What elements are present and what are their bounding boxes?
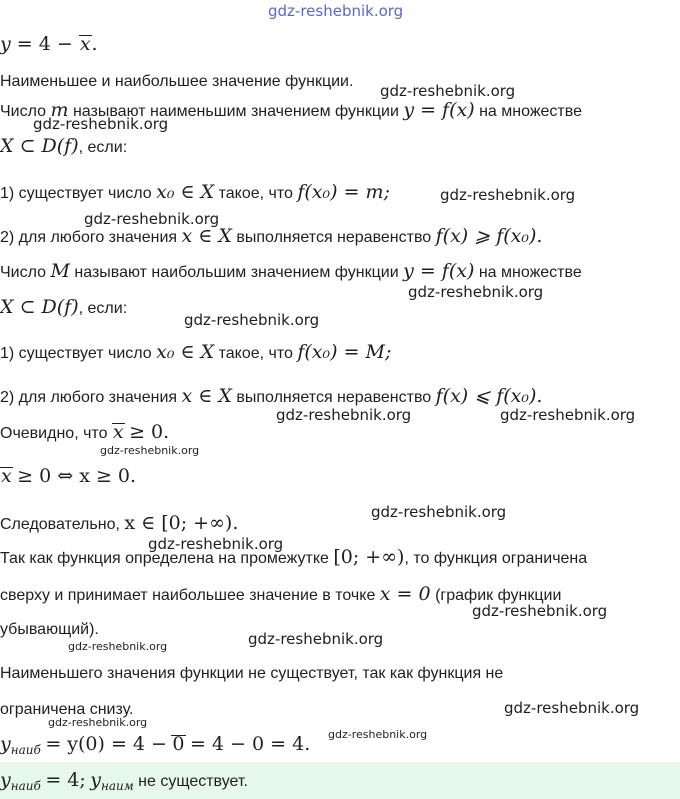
- since-line3: убывающий).: [0, 621, 99, 638]
- watermark: gdz-reshebnik.org: [68, 640, 168, 653]
- watermark: gdz-reshebnik.org: [276, 406, 412, 424]
- watermark: gdz-reshebnik.org: [472, 602, 608, 620]
- calculation-line: $y_{наиб} = y(0) = 4 - 0 = 4 - 0 = 4$.: [0, 733, 311, 758]
- min-condition-1: 1) существует число x₀ ∈ X такое, что f(x₀) = m;: [0, 181, 390, 203]
- answer-line: $y_{наиб} = 4$; $y_{наим}$ не существует.: [0, 769, 248, 794]
- watermark: gdz-reshebnik.org: [84, 210, 220, 228]
- watermark: gdz-reshebnik.org: [184, 311, 320, 329]
- watermark: gdz-reshebnik.org: [248, 630, 384, 648]
- since-line2: сверху и принимает наибольшее значение в точке x = 0 (график функции: [0, 583, 562, 605]
- equivalence-line: x ≥ 0 ⇔ x ≥ 0.: [1, 465, 137, 487]
- definition-max-line1: Число M называют наибольшим значением функции y = f(x) на множестве: [0, 260, 582, 282]
- since-line1: Так как функция определена на промежутке [0; +∞), то функция ограничена: [0, 546, 588, 568]
- min-condition-2: 2) для любого значения x ∈ X выполняется неравенство f(x) ⩾ f(x₀).: [0, 225, 543, 247]
- watermark: gdz-reshebnik.org: [148, 535, 284, 553]
- definition-max-line2: X ⊂ D(f), если:: [0, 296, 128, 318]
- watermark: gdz-reshebnik.org: [328, 728, 428, 741]
- heading: Наименьшее и наибольшее значение функции.: [0, 73, 354, 90]
- no-min-line1: Наименьшего значения функции не существует, так как функция не: [0, 665, 504, 682]
- watermark: gdz-reshebnik.org: [33, 115, 169, 133]
- watermark: gdz-reshebnik.org: [380, 82, 516, 100]
- watermark: gdz-reshebnik.org: [408, 283, 544, 301]
- max-condition-2: 2) для любого значения x ∈ X выполняется неравенство f(x) ⩽ f(x₀).: [0, 385, 543, 407]
- definition-min-line1: Число m называют наименьшим значением функции y = f(x) на множестве: [0, 99, 582, 121]
- definition-min-line2: X ⊂ D(f), если:: [0, 135, 128, 157]
- watermark: gdz-reshebnik.org: [500, 406, 636, 424]
- obviously-line: Очевидно, что x ≥ 0.: [0, 421, 170, 443]
- function-formula: y = 4 − x.: [0, 33, 98, 55]
- watermark: gdz-reshebnik.org: [371, 503, 507, 521]
- watermark: gdz-reshebnik.org: [268, 2, 404, 20]
- consequently-line: Следовательно, x ∈ [0; +∞).: [0, 512, 239, 534]
- watermark: gdz-reshebnik.org: [100, 444, 200, 457]
- watermark: gdz-reshebnik.org: [504, 699, 640, 717]
- watermark: gdz-reshebnik.org: [440, 186, 576, 204]
- max-condition-1: 1) существует число x₀ ∈ X такое, что f(x₀) = M;: [0, 341, 392, 363]
- no-min-line2: ограничена снизу.: [0, 701, 134, 718]
- watermark: gdz-reshebnik.org: [48, 716, 148, 729]
